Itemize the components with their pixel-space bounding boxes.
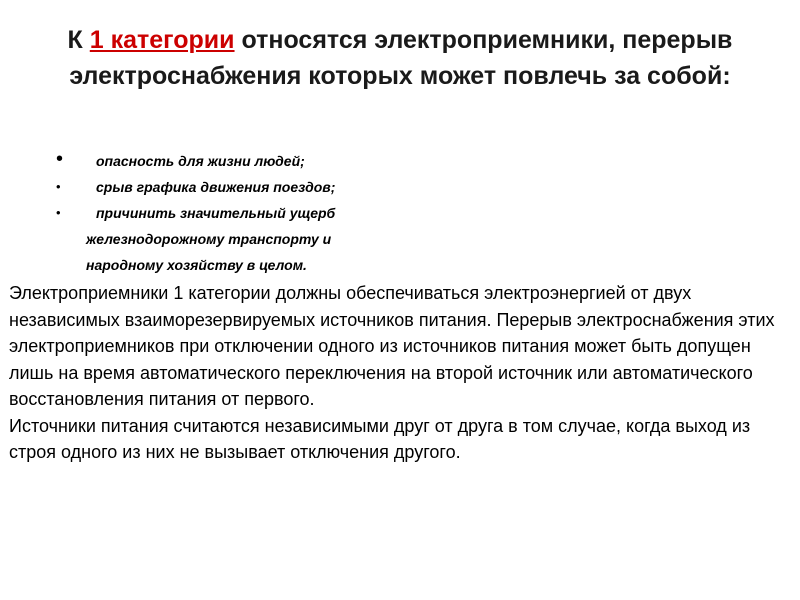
slide-title <box>40 22 760 94</box>
list-item-continuation: железнодорожному транспорту и <box>86 231 332 247</box>
bullet-icon: • <box>56 205 61 220</box>
consequence-list <box>56 148 456 278</box>
body-text <box>9 280 793 466</box>
list-item <box>56 200 456 278</box>
bullet-icon: • <box>56 148 64 170</box>
list-item-continuation: народному хозяйству в целом. <box>86 257 307 273</box>
paragraph: Источники питания считаются независимыми друг от друга в том случае, когда выход из строя одного из них не вызывает отключения другого. <box>9 415 751 462</box>
title-prefix: К <box>67 26 90 54</box>
title-rest: относятся электроприемники, перерыв электроснабжения которых может повлечь за собой: <box>69 26 733 90</box>
bullet-icon: • <box>56 179 61 194</box>
list-item-text: срыв графика движения поездов; <box>96 179 336 195</box>
title-category-link[interactable]: 1 категории <box>89 26 235 54</box>
list-item-text: причинить значительный ущерб <box>96 205 336 221</box>
list-item-text: опасность для жизни людей; <box>96 153 305 169</box>
list-item <box>56 174 456 200</box>
paragraph: Электроприемники 1 категории должны обеспечиваться электроэнергией от двух независимых взаиморезервируемых источников питания. Перерыв электроснабжения этих электроприемников при отключении одного из источников питания может быть допущен лишь на время автоматического переключения на второй источник или автоматического восстановления питания от первого. <box>9 283 775 409</box>
list-item <box>56 148 456 174</box>
